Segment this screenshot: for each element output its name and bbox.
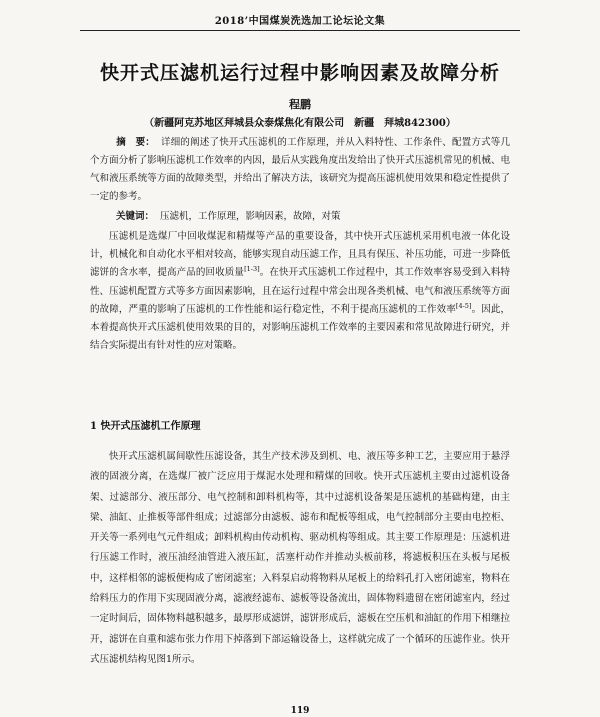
keywords-text: 压滤机，工作原理，影响因素，故障，对策	[160, 211, 341, 222]
introduction	[90, 228, 510, 355]
keywords-block	[90, 208, 510, 226]
abstract-text: 详细的阐述了快开式压滤机的工作原理，并从入料特性、工作条件、配置方式等几个方面分析了影响压滤机工作效率的内因，最后从实践角度出发给出了快开式压滤机常见的机械、电气和液压系统等方面的故障类型，并给出了解决方法，该研究为提高压滤机使用效果和稳定性提供了一定的参考。	[90, 137, 510, 202]
page-number: 119	[290, 706, 310, 716]
abstract-block	[90, 134, 510, 206]
intro-paragraph	[90, 228, 510, 355]
citation-ref: [4-5]	[455, 301, 472, 310]
author-affiliation: （新疆阿克苏地区拜城县众泰煤焦化有限公司 新疆 拜城842300）	[144, 118, 456, 129]
running-header: 2018’中国煤炭洗选加工论坛论文集	[214, 16, 386, 27]
header-rule	[80, 30, 520, 31]
author-name: 程鹏	[289, 98, 311, 111]
abstract-label: 摘 要：	[116, 137, 155, 148]
keywords-label: 关键词：	[116, 211, 155, 222]
section-body	[90, 447, 510, 670]
intro-text-b: 。在快开式压滤机工作过程中，其工作效率容易受到入料特性、压滤机配置方式等多方面因素影响，且在运行过程中常会出现各类机械、电气和液压系统等方面的故障，严重的影响了压滤机的工作性能和运行稳定性，不利于提高压滤机的工作效率	[90, 267, 510, 315]
section-paragraph: 快开式压滤机属间歇性压滤设备，其生产技术涉及到机、电、液压等多种工艺，主要应用于悬浮液的固液分离，在选煤厂被广泛应用于煤泥水处理和精煤的回收。快开式压滤机主要由过滤机设备架、过滤部分、液压部分、电气控制和卸料机构等，其中过滤机设备架是压滤机的基础构建，由主梁、油缸、止推板等部件组成；过滤部分由滤板、滤布和配板等组成，电气控制部分主要由电控柜、开关等一系列电气元件组成；卸料机构由传动机构、驱动机构等组成。其主要工作原理是：压滤机进行压滤工作时，液压油经油管进入液压缸，活塞杆动作并推动头板前移，将滤板积压在头板与尾板中，这样相邻的滤板便构成了密闭滤室；入料泵启动将物料从尾板上的给料孔打入密闭滤室，物料在给料压力的作用下实现固液分离，滤液经滤布、滤板等设备流出，固体物料遗留在密闭滤室内，经过一定时间后，固体物料越积越多，最厚形成滤饼，滤饼形成后，滤板在空压机和油缸的作用下相继拉开，滤饼在自重和滤布张力作用下掉落到下部运输设备上，这样就完成了一个循环的压滤作业。快开式压滤机结构见图1所示。	[90, 451, 510, 665]
paper-title: 快开式压滤机运行过程中影响因素及故障分析	[99, 62, 500, 84]
citation-ref: [1-3]	[244, 265, 260, 274]
intro-text-a: 压滤机是选煤厂中回收煤泥和精煤等产品的重要设备，其中快开式压滤机采用机电液一体化设计，机械化和自动化水平相对较高，能够实现自动压滤工作，且具有保压、补压功能，可进一步降低滤饼的含水率，提高产品的回收质量	[90, 231, 510, 279]
section-heading: 1 快开式压滤机工作原理	[90, 421, 201, 432]
intro-text-c: 。因此，本着提高快开式压滤机使用效果的目的，对影响压滤机工作效率的主要因素和常见故障进行研究，并结合实际提出有针对性的应对策略。	[90, 303, 510, 352]
